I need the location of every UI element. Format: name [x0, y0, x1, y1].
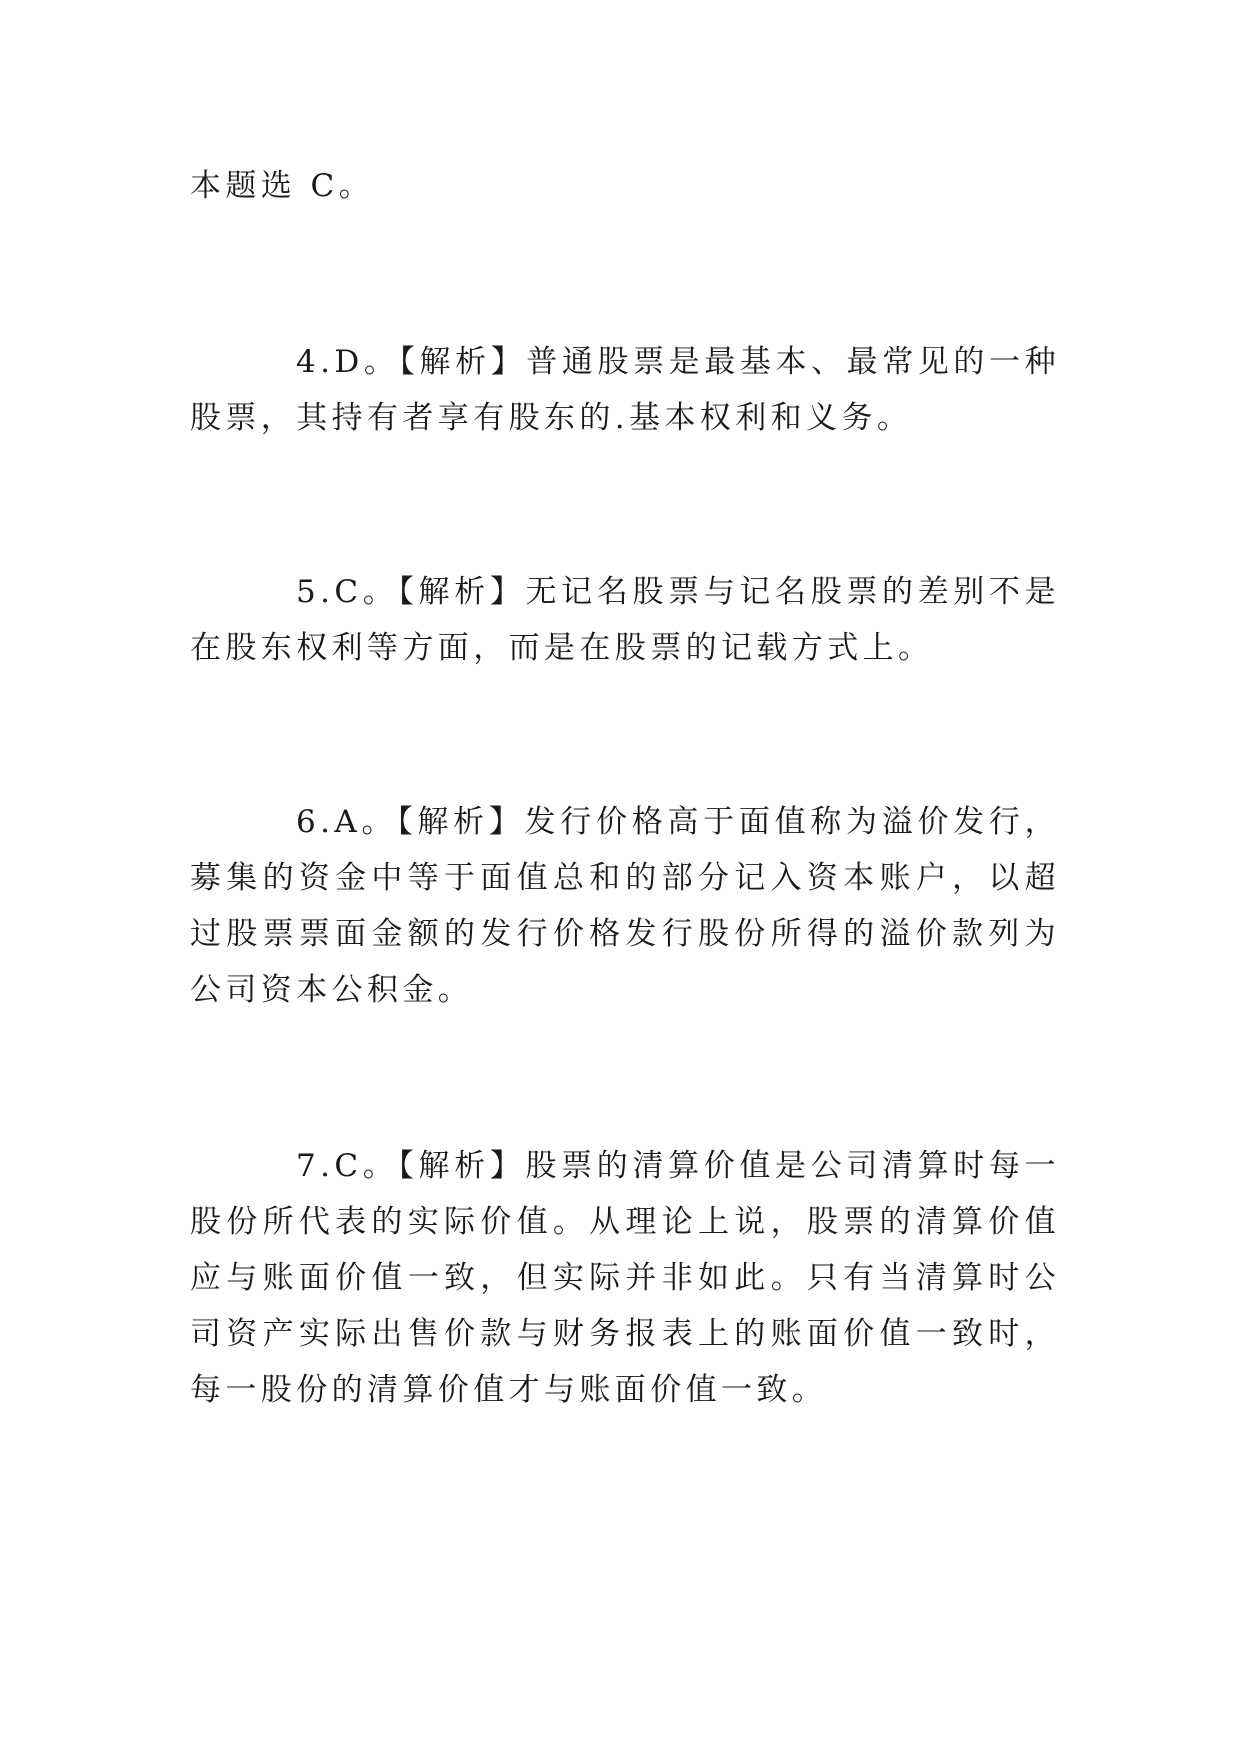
answer-6-explanation: 6.A。【解析】发行价格高于面值称为溢价发行，募集的资金中等于面值总和的部分记入资本账户，以超过股票票面金额的发行价格发行股份所得的溢价款列为公司资本公积金。: [190, 804, 1060, 1008]
answer-4-explanation: 4.D。【解析】普通股票是最基本、最常见的一种股票，其持有者享有股东的.基本权利和义务。: [190, 344, 1060, 436]
answer-7-explanation: 7.C。【解析】股票的清算价值是公司清算时每一股份所代表的实际价值。从理论上说，股票的清算价值应与账面价值一致，但实际并非如此。只有当清算时公司资产实际出售价款与财务报表上的账面价值一致时，每一股份的清算价值才与账面价值一致。: [190, 1148, 1060, 1408]
answer-5-explanation: 5.C。【解析】无记名股票与记名股票的差别不是在股东权利等方面，而是在股票的记载方式上。: [190, 574, 1060, 666]
answer-continuation-paragraph: 本题选 C。: [190, 168, 374, 204]
